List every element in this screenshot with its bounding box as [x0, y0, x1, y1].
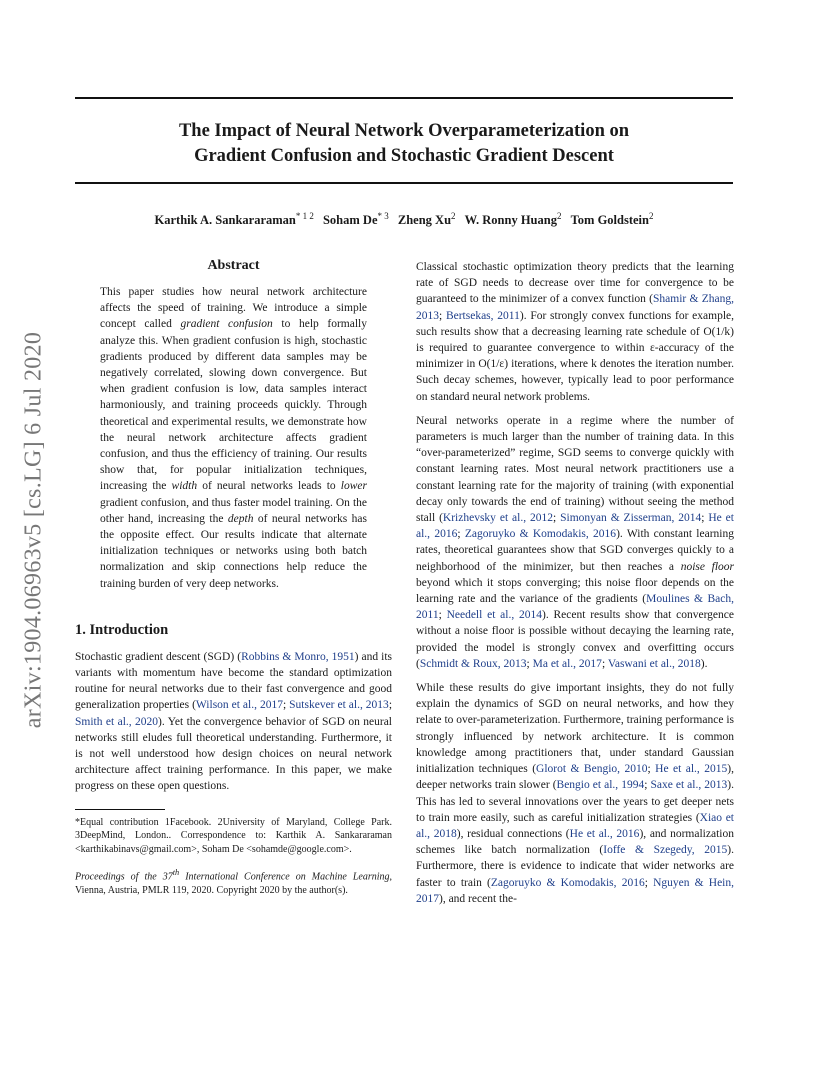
abstract-text: This paper studies how neural network architecture affects the speed of training. We introduce a simple concept called gradient confusion to help formally analyze this. When gradient confusion is high, stochastic gradients produced by different data samples may be negatively correlated, slowing down convergence. But when gradient confusion is low, data samples interact harmoniously, and training proceeds quickly. Through theoretical and experimental results, we demonstrate how the neural network architecture affects gradient confusion, and thus the efficiency of training. Our results show that, for popular initialization techniques, increasing the width of neural networks leads to lower gradient confusion, and thus faster model training. On the other hand, increasing the depth of neural networks has the opposite effect. Our results indicate that alternate initialization techniques or networks using both batch normalization and skip connections help reduce the training burden of very deep networks.: [100, 286, 367, 590]
citation-link[interactable]: Saxe et al., 2013: [650, 779, 728, 792]
title-line-2: Gradient Confusion and Stochastic Gradient Descent: [194, 146, 614, 166]
citation-link[interactable]: Needell et al., 2014: [446, 609, 543, 622]
author-4: W. Ronny Huang$^2$: [464, 211, 562, 228]
citation-link[interactable]: Smith et al., 2020: [75, 715, 159, 728]
arxiv-stamp-text: arXiv:1904.06963v5 [cs.LG] 6 Jul 2020: [20, 331, 47, 729]
citation-link[interactable]: Sutskever et al., 2013: [289, 699, 389, 712]
citation-link[interactable]: Zagoruyko & Komodakis, 2016: [490, 876, 645, 889]
citation-link[interactable]: Wilson et al., 2017: [195, 699, 283, 712]
proceedings-note: Proceedings of the 37th International Conference on Machine Learning, Vienna, Austria, PMLR 119, 2020. Copyright 2020 by the author(s).: [75, 868, 392, 897]
citation-link[interactable]: Schmidt & Roux, 2013: [419, 657, 527, 670]
author-5: Tom Goldstein$^2$: [570, 211, 654, 228]
footnote-rule: [75, 809, 165, 810]
left-column: [75, 258, 392, 898]
citation-link[interactable]: Nguyen & Hein, 2017: [416, 876, 734, 905]
citation-link[interactable]: He et al., 2015: [655, 763, 728, 776]
author-list: [75, 211, 733, 228]
citation-link[interactable]: Robbins & Monro, 1951: [241, 650, 355, 663]
citation-link[interactable]: Vaswani et al., 2018: [607, 657, 701, 670]
author-1: Karthik A. Sankararaman$^{* 1 2}$: [154, 211, 314, 228]
citation-link[interactable]: Simonyan & Zisserman, 2014: [560, 512, 702, 525]
title-line-1: The Impact of Neural Network Overparameterization on: [178, 121, 630, 141]
citation-link[interactable]: Ioffe & Szegedy, 2015: [603, 844, 728, 857]
intro-paragraph: Stochastic gradient descent (SGD) (Robbins & Monro, 1951) and its variants with momentum have become the standard optimization routine for neural networks due to their fast convergence and good generalization properties (Wilson et al., 2017; Sutskever et al., 2013; Smith et al., 2020). Yet the convergence behavior of SGD on neural networks still eludes full theoretical understanding. Furthermore, it is not well understood how design choices on neural network architecture affect training performance. In this paper, we make progress on these open questions.: [75, 650, 393, 793]
citation-link[interactable]: Xiao et al., 2018: [416, 811, 735, 840]
citation-link[interactable]: Bertsekas, 2011: [445, 309, 520, 322]
arxiv-stamp: [19, 300, 49, 760]
paper-title: [75, 119, 733, 169]
citation-link[interactable]: Ma et al., 2017: [532, 657, 602, 670]
citation-link[interactable]: Zagoruyko & Komodakis, 2016: [464, 528, 617, 541]
author-2: Soham De$^{* 3}$: [322, 211, 389, 228]
citation-link[interactable]: Glorot & Bengio, 2010: [536, 763, 648, 776]
body-paragraph-1: Classical stochastic optimization theory predicts that the learning rate of SGD needs to decrease over time for convergence to be guaranteed to the minimizer of a convex function (Shamir & Zhang, 2013; Bertsekas, 2011). For strongly convex functions for example, such results show that a decreasing learning rate schedule of O(1/k) is required to guarantee convergence to within ε-accuracy of the minimizer in O(1/ε) iterations, where k denotes the iteration number. Such decay schemes, however, typically lead to poor performance on standard neural network problems.: [416, 261, 734, 403]
citation-link[interactable]: He et al., 2016: [569, 827, 640, 840]
citation-link[interactable]: He et al., 2016: [416, 512, 734, 541]
title-bottom-rule: [75, 182, 733, 184]
introduction-heading: 1. Introduction: [75, 621, 169, 638]
citation-link[interactable]: Moulines & Bach, 2011: [416, 593, 734, 622]
citation-link[interactable]: Bengio et al., 1994: [556, 779, 645, 792]
author-3: Zheng Xu$^2$: [397, 211, 456, 228]
citation-link[interactable]: Krizhevsky et al., 2012: [442, 512, 554, 525]
body-paragraph-2: Neural networks operate in a regime where the number of parameters is much larger than the number of training data. In this “over-parameterized” regime, SGD seems to converge quickly with constant learning rates. Most neural network practitioners use a constant learning rate for the majority of training (with exponential decay only towards the end of training) without seeing the method stall (Krizhevsky et al., 2012; Simonyan & Zisserman, 2014; He et al., 2016; Zagoruyko & Komodakis, 2016). With constant learning rates, theoretical guarantees show that SGD converges quickly to a neighborhood of the minimizer, but then reaches a noise floor beyond which it stops converging; this noise floor depends on the learning rate and the variance of the gradients (Moulines & Bach, 2011; Needell et al., 2014). Recent results show that convergence without a noise floor is possible without decaying the learning rate, provided the model is strongly convex and overfitting occurs (Schmidt & Roux, 2013; Ma et al., 2017; Vaswani et al., 2018).: [416, 414, 735, 670]
citation-link[interactable]: Shamir & Zhang, 2013: [416, 293, 734, 322]
top-rule: [75, 97, 733, 99]
abstract-heading: Abstract: [207, 258, 260, 273]
body-paragraph-3: While these results do give important insights, they do not fully explain the dynamics of SGD on neural networks, and how they relate to over-parameterization. Furthermore, training performance is strongly influenced by network architecture. It is common knowledge among practitioners that, under standard Gaussian initialization techniques (Glorot & Bengio, 2010; He et al., 2015), deeper networks train slower (Bengio et al., 1994; Saxe et al., 2013). This has led to several innovations over the years to get deeper nets to train more easily, such as careful initialization strategies (Xiao et al., 2018), residual connections (He et al., 2016), and normalization schemes like batch normalization (Ioffe & Szegedy, 2015). Furthermore, there is evidence to indicate that wider networks are faster to train (Zagoruyko & Komodakis, 2016; Nguyen & Hein, 2017), and recent the-: [416, 682, 735, 905]
footnote-affiliations: *Equal contribution 1Facebook. 2University of Maryland, College Park. 3DeepMind, London.. Correspondence to: Karthik A. Sankararaman <karthikabinavs@gmail.com>, Soham De <sohamde@google.com>.: [75, 816, 392, 855]
right-column: [416, 259, 734, 915]
